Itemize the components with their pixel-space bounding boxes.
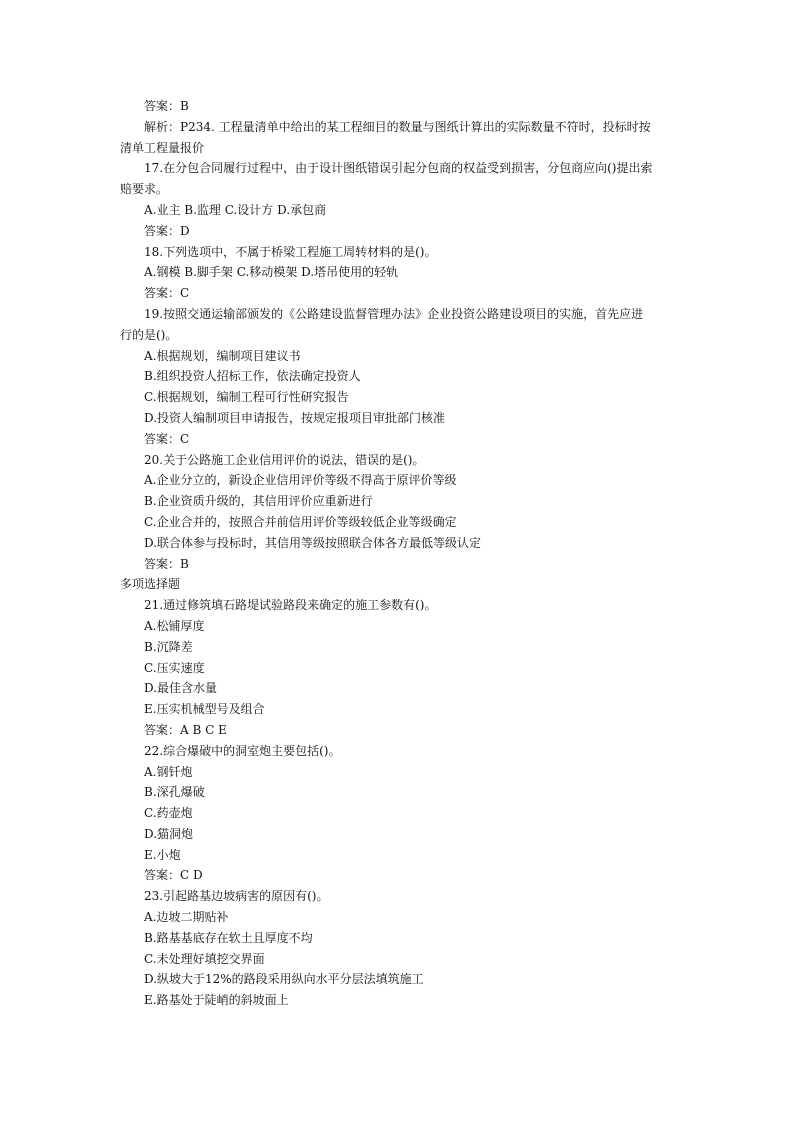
option-line: A.根据规划，编制项目建议书 [144,348,301,363]
option-line: B.组织投资人招标工作，依法确定投资人 [144,369,361,384]
question-line: 23.引起路基边坡病害的原因有()。 [144,889,329,904]
option-line: D.纵坡大于12%的路段采用纵向水平分层法填筑施工 [144,972,424,987]
option-line: C.压实速度 [144,660,205,675]
option-line: C.根据规划，编制工程可行性研究报告 [144,390,349,405]
option-line: A.松铺厚度 [144,618,205,633]
option-line: E.小炮 [144,847,181,862]
option-line: E.压实机械型号及组合 [144,702,265,717]
option-line: B.企业资质升级的，其信用评价应重新进行 [144,494,373,509]
option-line: D.联合体参与投标时，其信用等级按照联合体各方最低等级认定 [144,535,482,550]
question-line: 21.通过修筑填石路堤试验路段来确定的施工参数有()。 [144,598,437,613]
answer-line: 答案：A B C E [144,722,227,737]
option-line: B.沉降差 [144,639,193,654]
text-line: 赔要求。 [120,182,169,197]
option-line: A.钢模 B.脚手架 C.移动模架 D.塔吊使用的轻轨 [144,265,399,280]
answer-line: 答案：C [144,286,190,301]
option-line: A.业主 B.监理 C.设计方 D.承包商 [144,202,327,217]
text-line: 清单工程量报价 [120,140,205,155]
question-line: 22.综合爆破中的洞室炮主要包括()。 [144,743,341,758]
option-line: D.投资人编制项目申请报告，按规定报项目审批部门核准 [144,410,446,425]
question-line: 20.关于公路施工企业信用评价的说法，错误的是()。 [144,452,425,467]
option-line: B.深孔爆破 [144,785,205,800]
option-line: D.最佳含水量 [144,681,218,696]
section-heading: 多项选择题 [120,577,181,592]
option-line: D.猫洞炮 [144,826,194,841]
option-line: E.路基处于陡峭的斜坡面上 [144,993,289,1008]
document-body [120,96,680,1011]
answer-line: 答案：B [144,556,189,571]
option-line: C.未处理好填挖交界面 [144,951,265,966]
text-line: 行的是()。 [120,327,178,342]
option-line: A.边坡二期贴补 [144,910,229,925]
question-line: 17.在分包合同履行过程中，由于设计图纸错误引起分包商的权益受到损害，分包商应向()提出索 [144,161,653,176]
answer-line: 答案：C [144,431,190,446]
option-line: B.路基基底存在软土且厚度不均 [144,930,313,945]
option-line: A.企业分立的，新设企业信用评价等级不得高于原评价等级 [144,473,457,488]
option-line: C.企业合并的，按照合并前信用评价等级较低企业等级确定 [144,514,457,529]
answer-line: 答案：D [144,223,190,238]
explanation-line: 解析：P234. 工程量清单中给出的某工程细目的数量与图纸计算出的实际数量不符时，投标时按 [144,119,651,134]
question-line: 19.按照交通运输部颁发的《公路建设监督管理办法》企业投资公路建设项目的实施，首先应进 [144,306,644,321]
answer-line: 答案：B [144,99,189,113]
question-line: 18.下列选项中，不属于桥梁工程施工周转材料的是()。 [144,244,437,259]
answer-line: 答案：C D [144,868,203,883]
option-line: C.药壶炮 [144,806,193,821]
option-line: A.钢钎炮 [144,764,193,779]
